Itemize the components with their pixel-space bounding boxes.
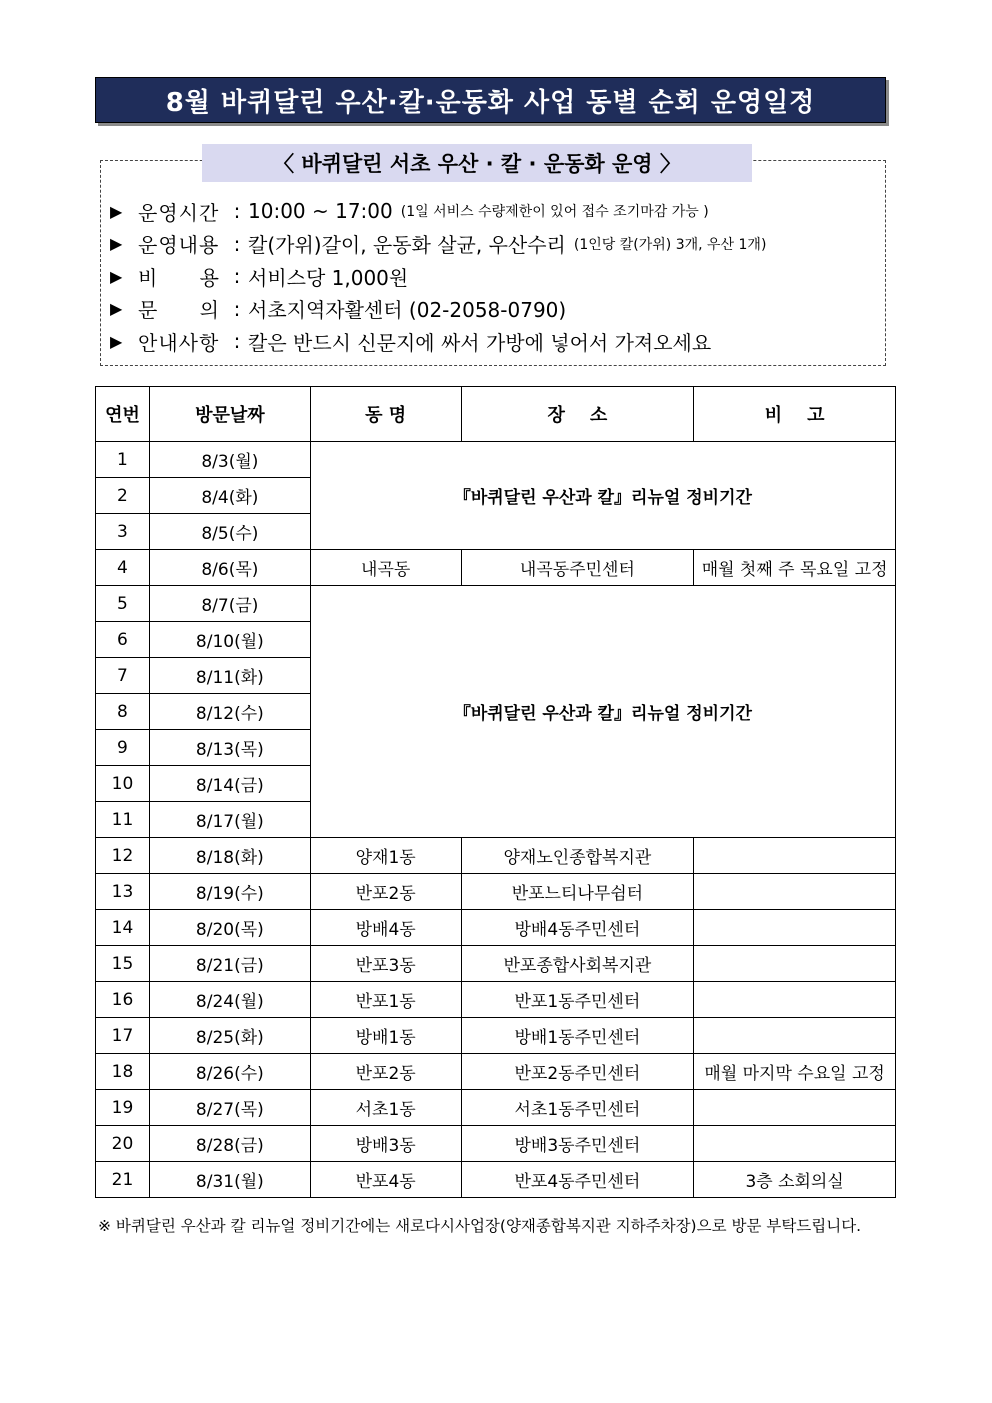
table-row — [96, 550, 896, 586]
table-row — [96, 874, 896, 910]
header-place: 장 소 — [461, 387, 694, 442]
cell-place: 반포느티나무쉼터 — [461, 874, 694, 910]
cell-note — [694, 1090, 896, 1126]
cell-no: 2 — [96, 478, 150, 514]
table-row — [96, 1090, 896, 1126]
info-value: 칼은 반드시 신문지에 싸서 가방에 넣어서 가져오세요 — [248, 330, 712, 355]
cell-no: 10 — [96, 766, 150, 802]
info-note: (1일 서비스 수량제한이 있어 접수 조기마감 가능 ) — [400, 204, 709, 221]
info-key — [138, 262, 220, 291]
cell-no: 4 — [96, 550, 150, 586]
cell-date: 8/18(화) — [149, 838, 310, 874]
info-colon: : — [233, 264, 241, 289]
cell-date: 8/5(수) — [149, 514, 310, 550]
bullet-arrow-icon: ▶ — [110, 234, 123, 254]
cell-place: 내곡동주민센터 — [461, 550, 694, 586]
info-colon: : — [233, 329, 241, 354]
cell-note — [694, 910, 896, 946]
header-note: 비 고 — [694, 387, 896, 442]
info-key-part: 의 — [199, 298, 220, 323]
table-row — [96, 442, 896, 478]
cell-dong: 양재1동 — [310, 838, 461, 874]
cell-place: 방배1동주민센터 — [461, 1018, 694, 1054]
cell-no: 16 — [96, 982, 150, 1018]
bullet-arrow-icon: ▶ — [110, 299, 123, 319]
info-box-label: 〈 바퀴달린 서초 우산 · 칼 · 운동화 운영 〉 — [202, 144, 752, 182]
cell-dong: 반포3동 — [310, 946, 461, 982]
cell-no: 9 — [96, 730, 150, 766]
cell-no: 19 — [96, 1090, 150, 1126]
cell-no: 14 — [96, 910, 150, 946]
header-dong: 동 명 — [310, 387, 461, 442]
info-key: 운영시간 — [138, 200, 220, 225]
cell-maintenance-period: 『바퀴달린 우산과 칼』리뉴얼 정비기간 — [310, 442, 895, 550]
cell-no: 5 — [96, 586, 150, 622]
table-row — [96, 586, 896, 622]
info-lines — [110, 195, 880, 358]
page-title: 8월 바퀴달린 우산·칼·운동화 사업 동별 순회 운영일정 — [95, 77, 886, 123]
table-header-row — [96, 387, 896, 442]
cell-note — [694, 982, 896, 1018]
info-value: 칼(가위)갈이, 운동화 살균, 우산수리 — [248, 233, 566, 258]
cell-date: 8/27(목) — [149, 1090, 310, 1126]
table-row — [96, 1162, 896, 1198]
cell-place: 반포4동주민센터 — [461, 1162, 694, 1198]
bullet-arrow-icon: ▶ — [110, 331, 123, 351]
info-line-guide — [110, 325, 880, 358]
cell-note — [694, 874, 896, 910]
cell-dong: 반포1동 — [310, 982, 461, 1018]
cell-dong: 방배3동 — [310, 1126, 461, 1162]
table-body — [96, 442, 896, 1198]
footnote: ※ 바퀴달린 우산과 칼 리뉴얼 정비기간에는 새로다시사업장(양재종합복지관 지하주차장)으로 방문 부탁드립니다. — [98, 1217, 862, 1235]
bullet-arrow-icon: ▶ — [110, 201, 123, 221]
cell-no: 21 — [96, 1162, 150, 1198]
cell-note: 매월 첫째 주 목요일 고정 — [694, 550, 896, 586]
table-row — [96, 982, 896, 1018]
cell-note — [694, 838, 896, 874]
cell-place: 반포종합사회복지관 — [461, 946, 694, 982]
cell-date: 8/26(수) — [149, 1054, 310, 1090]
cell-dong: 반포2동 — [310, 874, 461, 910]
cell-date: 8/4(화) — [149, 478, 310, 514]
schedule-table — [95, 386, 896, 1198]
cell-date: 8/6(목) — [149, 550, 310, 586]
table-row — [96, 838, 896, 874]
info-colon: : — [233, 231, 241, 256]
cell-date: 8/20(목) — [149, 910, 310, 946]
cell-date: 8/3(월) — [149, 442, 310, 478]
cell-no: 3 — [96, 514, 150, 550]
info-line-content — [110, 228, 880, 261]
cell-place: 반포1동주민센터 — [461, 982, 694, 1018]
cell-date: 8/14(금) — [149, 766, 310, 802]
cell-place: 방배3동주민센터 — [461, 1126, 694, 1162]
cell-date: 8/19(수) — [149, 874, 310, 910]
cell-dong: 반포4동 — [310, 1162, 461, 1198]
info-line-contact — [110, 293, 880, 326]
cell-no: 17 — [96, 1018, 150, 1054]
table-row — [96, 1018, 896, 1054]
cell-date: 8/12(수) — [149, 694, 310, 730]
header-date: 방문날짜 — [149, 387, 310, 442]
cell-note: 매월 마지막 수요일 고정 — [694, 1054, 896, 1090]
cell-date: 8/10(월) — [149, 622, 310, 658]
cell-note: 3층 소회의실 — [694, 1162, 896, 1198]
cell-no: 1 — [96, 442, 150, 478]
table-row — [96, 1054, 896, 1090]
cell-date: 8/24(월) — [149, 982, 310, 1018]
cell-maintenance-period: 『바퀴달린 우산과 칼』리뉴얼 정비기간 — [310, 586, 895, 838]
cell-date: 8/11(화) — [149, 658, 310, 694]
cell-no: 12 — [96, 838, 150, 874]
cell-no: 8 — [96, 694, 150, 730]
cell-no: 15 — [96, 946, 150, 982]
info-key — [138, 294, 220, 323]
cell-note — [694, 946, 896, 982]
table-row — [96, 1126, 896, 1162]
cell-dong: 서초1동 — [310, 1090, 461, 1126]
cell-note — [694, 1018, 896, 1054]
cell-date: 8/28(금) — [149, 1126, 310, 1162]
cell-no: 20 — [96, 1126, 150, 1162]
cell-date: 8/31(월) — [149, 1162, 310, 1198]
cell-no: 7 — [96, 658, 150, 694]
cell-date: 8/13(목) — [149, 730, 310, 766]
cell-date: 8/7(금) — [149, 586, 310, 622]
info-colon: : — [233, 296, 241, 321]
info-value: 10:00 ~ 17:00 — [248, 199, 393, 224]
cell-place: 서초1동주민센터 — [461, 1090, 694, 1126]
info-value: 서비스당 1,000원 — [248, 265, 409, 290]
bullet-arrow-icon: ▶ — [110, 266, 123, 286]
cell-place: 양재노인종합복지관 — [461, 838, 694, 874]
cell-no: 11 — [96, 802, 150, 838]
cell-note — [694, 1126, 896, 1162]
info-key: 안내사항 — [138, 330, 220, 355]
table-row — [96, 946, 896, 982]
cell-dong: 내곡동 — [310, 550, 461, 586]
info-colon: : — [233, 199, 241, 224]
cell-date: 8/21(금) — [149, 946, 310, 982]
cell-no: 6 — [96, 622, 150, 658]
info-value: 서초지역자활센터 (02-2058-0790) — [248, 298, 567, 323]
info-note: (1인당 칼(가위) 3개, 우산 1개) — [573, 236, 767, 253]
info-key: 운영내용 — [138, 233, 220, 258]
cell-date: 8/17(월) — [149, 802, 310, 838]
info-key-part: 문 — [138, 298, 159, 323]
cell-no: 18 — [96, 1054, 150, 1090]
cell-dong: 반포2동 — [310, 1054, 461, 1090]
cell-dong: 방배4동 — [310, 910, 461, 946]
header-no: 연번 — [96, 387, 150, 442]
cell-no: 13 — [96, 874, 150, 910]
cell-place: 방배4동주민센터 — [461, 910, 694, 946]
info-line-hours — [110, 195, 880, 228]
cell-dong: 방배1동 — [310, 1018, 461, 1054]
info-key-part: 비 — [138, 265, 159, 290]
info-line-cost — [110, 260, 880, 293]
table-row — [96, 910, 896, 946]
cell-date: 8/25(화) — [149, 1018, 310, 1054]
cell-place: 반포2동주민센터 — [461, 1054, 694, 1090]
info-key-part: 용 — [199, 265, 220, 290]
